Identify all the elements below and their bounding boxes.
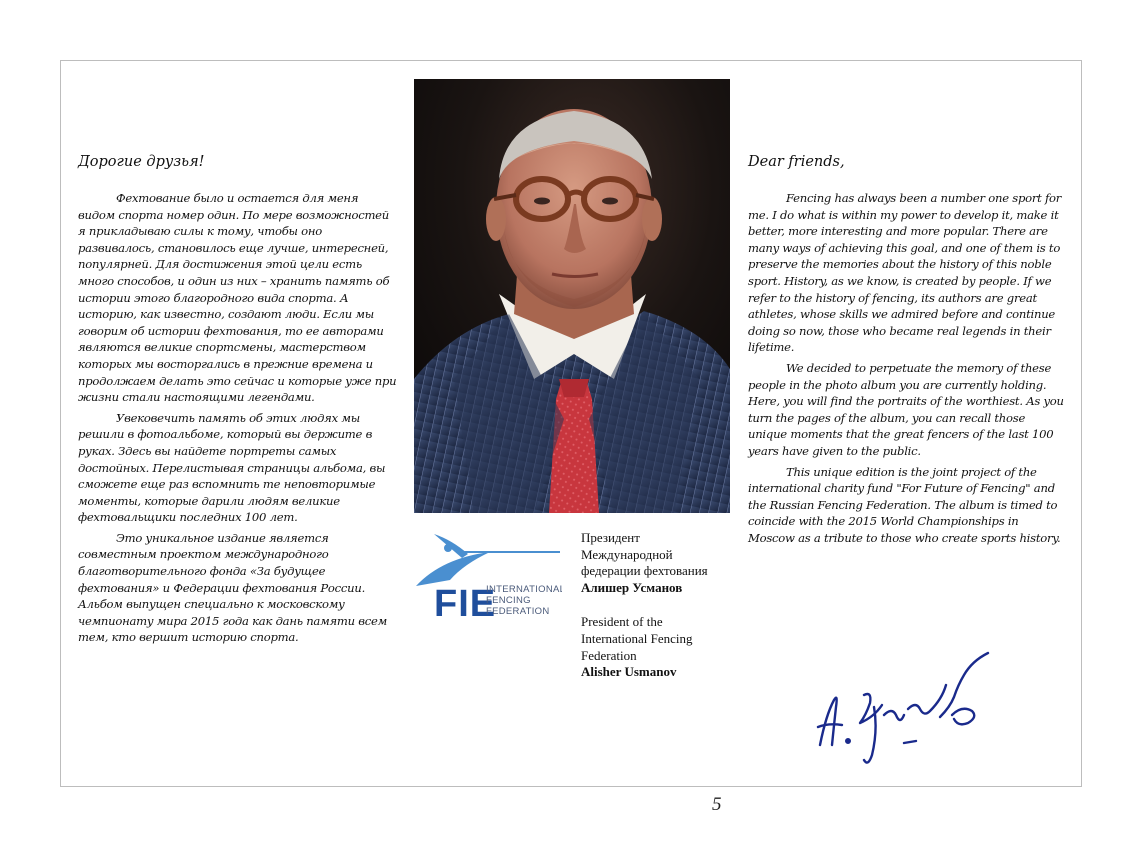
fie-acronym: FIE xyxy=(434,583,497,620)
russian-paragraph-1: Фехтование было и остается для меня видом спорта номер один. По мере возможностей я прикладываю силы к тому, чтобы оно развивалось, становилось еще лучше, интересней, популярней. Для достижения этой цели есть много способов, и один из них – хранить память об истории этого благородного вида спорта. А историю, как известно, создают люди. Если мы говорим об истории фехтования, то ее авторами являются великие спортсмены, мастерством которых мы восторгались в прежние времена и продолжаем делать это сейчас и которые уже при жизни стали настоящими легендами. xyxy=(78,191,397,405)
portrait-photo xyxy=(414,79,730,513)
caption-en-title-3: Federation xyxy=(581,647,637,663)
russian-paragraph-2: Увековечить память об этих людях мы решили в фотоальбоме, который вы держите в руках. Здесь вы найдете портреты самых достойных. Перелистывая страницы альбома, вы сможете еще раз вспомнить те неповторимые моменты, которые дарили людям великие фехтовальщики последних 100 лет. xyxy=(78,410,386,525)
page-number: 5 xyxy=(712,794,722,815)
caption-en-title-1: President of the xyxy=(581,614,663,630)
caption-ru-title-3: федерации фехтования xyxy=(581,563,708,579)
fie-line-3: FEDERATION xyxy=(486,606,550,617)
fie-logo xyxy=(412,530,562,620)
english-paragraph-3: This unique edition is the joint project of the international charity fund "For Future of Fencing" and the Russian Fencing Federation. The album is timed to coincide with the 2015 World Championships in Moscow as a tribute to those who create sports history. xyxy=(748,464,1061,545)
caption-english xyxy=(581,614,741,680)
russian-paragraph-3: Это уникальное издание является совместным проектом международного благотворительного фонда «За будущее фехтования» и Федерации фехтования России. Альбом выпущен специально к московскому чемпионату мира 2015 года как дань памяти всем тем, кто вершит историю спорта. xyxy=(78,530,387,645)
caption-russian xyxy=(581,530,741,596)
signature xyxy=(812,645,1002,770)
russian-letter xyxy=(78,152,398,650)
caption-en-title-2: International Fencing xyxy=(581,630,693,646)
russian-greeting: Дорогие друзья! xyxy=(78,154,205,170)
english-paragraph-1: Fencing has always been a number one sport for me. I do what is within my power to develop it, make it better, more interesting and more popular. There are many ways of achieving this goal, and one of them is to preserve the memories about the history of this noble sport. History, as we know, is created by people. If we refer to the history of fencing, its authors are great athletes, whose skills we admired before and continue doing so now, those who became real legends in their lifetime. xyxy=(748,191,1062,355)
english-paragraph-2: We decided to perpetuate the memory of these people in the photo album you are currently holding. Here, you will find the portraits of the worthiest. As you turn the pages of the album, you can recall those unique moments that the great fencers of the last 100 years have given to the public. xyxy=(748,360,1064,458)
english-letter xyxy=(748,152,1066,550)
caption-ru-title-1: Президент xyxy=(581,530,640,545)
caption-ru-title-2: Международной xyxy=(581,546,673,562)
caption-en-name: Alisher Usmanov xyxy=(581,664,677,680)
portrait-caption xyxy=(581,530,741,681)
english-greeting: Dear friends, xyxy=(748,154,845,170)
fie-line-2: FENCING xyxy=(486,595,531,606)
caption-ru-name: Алишер Усманов xyxy=(581,579,683,595)
fie-line-1: INTERNATIONAL xyxy=(486,584,562,595)
